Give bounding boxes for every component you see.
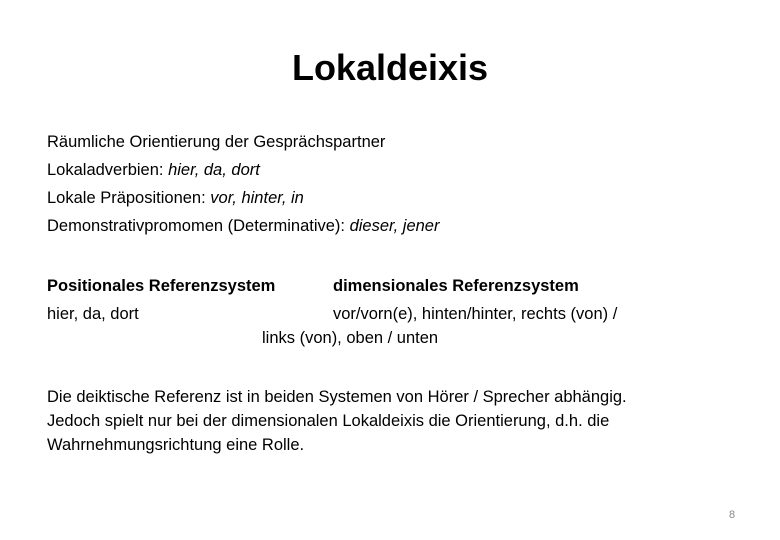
dimensional-examples-line1: vor/vorn(e), hinten/hinter, rechts (von) / (333, 305, 618, 323)
summary-line: Jedoch spielt nur bei der dimensionalen Lokaldeixis die Orientierung, d.h. die (47, 412, 610, 430)
bullet-line (47, 186, 304, 210)
positional-heading: Positionales Referenzsystem (47, 277, 276, 295)
bullet-line (47, 214, 439, 238)
dimensional-examples-line2: links (von), oben / unten (262, 329, 439, 347)
dimensional-heading: dimensionales Referenzsystem (333, 277, 579, 295)
summary-line: Wahrnehmungsrichtung eine Rolle. (47, 436, 305, 454)
positional-examples: hier, da, dort (47, 305, 139, 323)
bullet-text: Lokaladverbien: (47, 161, 169, 179)
bullet-text: Demonstrativpromomen (Determinative): (47, 217, 350, 235)
bullet-text: Räumliche Orientierung der Gesprächspartner (47, 133, 386, 151)
bullet-examples: hier, da, dort (168, 161, 260, 179)
summary-line: Die deiktische Referenz ist in beiden Systemen von Hörer / Sprecher abhängig. (47, 388, 627, 406)
page-number: 8 (728, 509, 736, 521)
bullet-examples: vor, hinter, in (210, 189, 304, 207)
bullet-examples: dieser, jener (349, 217, 440, 235)
slide-title: Lokaldeixis (291, 47, 489, 88)
bullet-text: Lokale Präpositionen: (47, 189, 211, 207)
bullet-line (47, 130, 385, 154)
bullet-line (47, 158, 260, 182)
